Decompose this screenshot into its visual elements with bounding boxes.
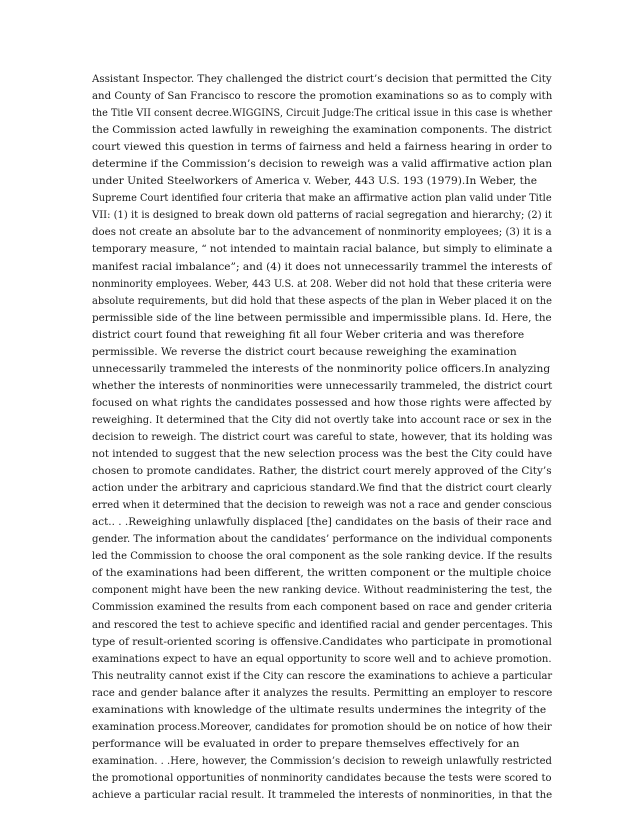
text-line: performance will be evaluated in order to prepare themselves effectively for an — [92, 737, 520, 750]
text-line: led the Commission to choose the oral component as the sole ranking device. If the results — [92, 550, 553, 563]
text-line: the Commission acted lawfully in reweighing the examination components. The district — [92, 124, 552, 137]
text-line: temporary measure, “ not intended to maintain racial balance, but simply to eliminate a — [92, 243, 553, 256]
text-line: act.. . .Reweighing unlawfully displaced [the] candidates on the basis of their race and — [92, 516, 552, 529]
text-line: manifest racial imbalance”; and (4) it does not unnecessarily trammel the interests of — [92, 260, 552, 273]
text-line: the Title VII consent decree.WIGGINS, Circuit Judge:The critical issue in this case is whether — [92, 107, 553, 120]
text-line: and rescored the test to achieve specific and identified racial and gender percentages. This — [92, 618, 553, 631]
text-line: race and gender balance after it analyzes the results. Permitting an employer to rescore — [92, 686, 553, 699]
text-line: does not create an absolute bar to the advancement of nonminority employees; (3) it is a — [92, 226, 552, 239]
text-line: examination. . .Here, however, the Commission’s decision to reweigh unlawfully restricted — [92, 754, 552, 767]
text-line: Supreme Court identified four criteria that make an affirmative action plan valid under Title — [92, 192, 552, 205]
text-line: absolute requirements, but did hold that these aspects of the plan in Weber placed it on the — [92, 294, 552, 307]
text-line: district court found that reweighing fit all four Weber criteria and was therefore — [92, 328, 525, 341]
text-line: Commission examined the results from each component based on race and gender criteria — [92, 601, 553, 614]
text-line: unnecessarily trammeled the interests of the nonminority police officers.In analyzing — [92, 362, 551, 375]
text-line: court viewed this question in terms of fairness and held a fairness hearing in order to — [92, 141, 553, 154]
text-line: VII: (1) it is designed to break down old patterns of racial segregation and hierarchy; (2) it — [92, 209, 553, 222]
text-line: examinations with knowledge of the ultimate results undermines the integrity of the — [92, 703, 547, 716]
text-line: under United Steelworkers of America v. Weber, 443 U.S. 193 (1979).In Weber, the — [92, 175, 538, 188]
text-line: focused on what rights the candidates possessed and how those rights were affected by — [92, 396, 552, 409]
text-line: of the examinations had been different, the written component or the multiple choice — [92, 567, 552, 580]
text-line: examination process.Moreover, candidates for promotion should be on notice of how their — [92, 720, 552, 733]
text-line: not intended to suggest that the new selection process was the best the City could have — [92, 448, 553, 461]
text-line: nonminority employees. Weber, 443 U.S. at 208. Weber did not hold that these criteria were — [92, 277, 552, 290]
text-line: permissible side of the line between permissible and impermissible plans. Id. Here, the — [92, 311, 552, 324]
text-line: chosen to promote candidates. Rather, the district court merely approved of the City’s — [92, 465, 552, 478]
text-line: component might have been the new ranking device. Without readministering the test, the — [92, 584, 553, 597]
text-line: examinations expect to have an equal opportunity to score well and to achieve promotion. — [92, 652, 552, 665]
text-line: reweighing. It determined that the City did not overtly take into account race or sex in the — [92, 413, 552, 426]
text-line: decision to reweigh. The district court was careful to state, however, that its holding was — [92, 430, 553, 443]
text-line: permissible. We reverse the district court because reweighing the examination — [92, 345, 517, 358]
text-line: action under the arbitrary and capricious standard.We find that the district court clearly — [92, 482, 552, 495]
text-line: This neutrality cannot exist if the City can rescore the examinations to achieve a particular — [92, 669, 553, 682]
text-line: Assistant Inspector. They challenged the district court’s decision that permitted the City — [92, 73, 552, 85]
text-line: achieve a particular racial result. It trammeled the interests of nonminorities, in that the — [92, 788, 553, 801]
text-line: determine if the Commission’s decision to reweigh was a valid affirmative action plan — [92, 158, 553, 171]
text-line: whether the interests of nonminorities were unnecessarily trammeled, the district court — [92, 379, 553, 392]
text-line: type of result-oriented scoring is offensive.Candidates who participate in promotional — [92, 635, 552, 648]
text-line: erred when it determined that the decision to reweigh was not a race and gender conscious — [92, 499, 552, 512]
text-line: and County of San Francisco to rescore the promotion examinations so as to comply with — [92, 90, 553, 103]
text-line: gender. The information about the candidates’ performance on the individual components — [92, 533, 552, 546]
body-text — [92, 71, 552, 804]
text-line: the promotional opportunities of nonminority candidates because the tests were scored to — [92, 771, 552, 784]
